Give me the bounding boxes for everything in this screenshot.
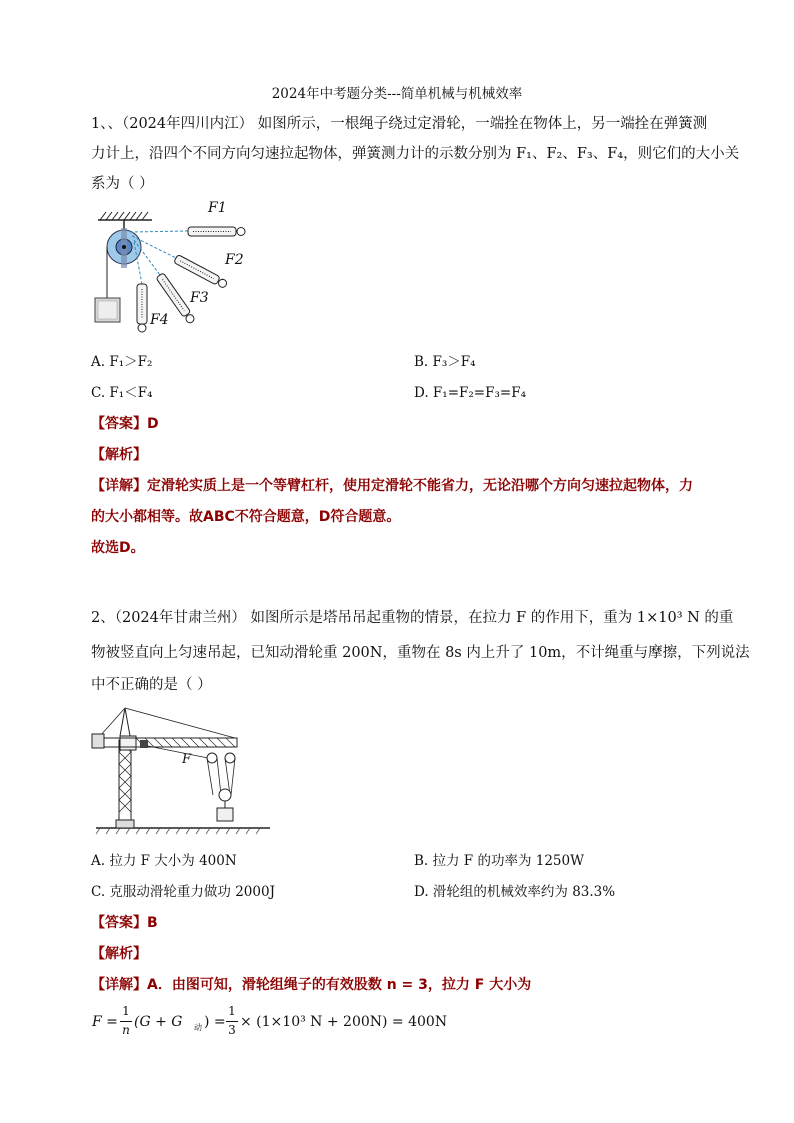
q2-crane-figure	[90, 700, 275, 840]
q2-stem-line1-text: 2、（2024年甘肃兰州） 如图所示是塔吊吊起重物的情景，在拉力 F 的作用下，重为	[91, 610, 633, 626]
q1-answer: 【答案】D	[91, 416, 159, 432]
q1-stem-line3: 系为（ ）	[91, 176, 154, 192]
q2-stem-line1-tail: 的重	[704, 610, 734, 626]
q2-formula	[92, 1002, 448, 1042]
q2-option-b[interactable]: B. 拉力 F 的功率为 1250W	[414, 853, 584, 869]
formula-frac1-num: 1	[122, 1004, 130, 1018]
q1-option-d[interactable]: D. F₁=F₂=F₃=F₄	[414, 385, 526, 401]
q2-stem-line3: 中不正确的是（ ）	[91, 677, 212, 693]
formula-frac1-den: n	[122, 1023, 130, 1037]
page-title: 2024年中考题分类---简单机械与机械效率	[271, 86, 523, 102]
q2-weight-value: 1×10³ N	[636, 610, 700, 626]
q1-detail-line2: 的大小都相等。故ABC不符合题意，D符合题意。	[91, 509, 401, 525]
q1-option-c[interactable]: C. F₁＜F₄	[91, 385, 153, 401]
q2-detail-line1	[91, 975, 531, 995]
q2-stem-line1	[91, 608, 733, 628]
formula-mid2: ) =	[204, 1014, 226, 1030]
q1-analysis-label: 【解析】	[91, 447, 147, 463]
q2-stem-line2: 物被竖直向上匀速吊起，已知动滑轮重 200N，重物在 8s 内上升了 10m，不计绳重与摩擦，下列说法	[91, 645, 750, 661]
q1-detail-line1: 【详解】定滑轮实质上是一个等臂杠杆，使用定滑轮不能省力，无论沿哪个方向匀速拉起物体，力	[91, 478, 693, 494]
q1-conclusion: 故选D。	[91, 540, 145, 556]
formula-sub: 动	[194, 1023, 202, 1032]
q2-option-a[interactable]: A. 拉力 F 大小为 400N	[91, 853, 237, 869]
formula-frac2-num: 1	[228, 1004, 236, 1018]
q1-stem-line1: 1、、（2024年四川内江） 如图所示，一根绳子绕过定滑轮，一端拴在物体上，另一端拴在弹簧测	[91, 116, 708, 132]
q1-label-F2: F2	[225, 252, 244, 268]
formula-lhs: F =	[92, 1014, 118, 1030]
formula-rhs: × (1×10³ N + 200N) = 400N	[240, 1014, 448, 1030]
q1-option-a[interactable]: A. F₁＞F₂	[91, 354, 153, 370]
q1-option-b[interactable]: B. F₃＞F₄	[414, 354, 476, 370]
q2-option-c[interactable]: C. 克服动滑轮重力做功 2000J	[91, 884, 275, 900]
formula-mid: (G + G	[134, 1014, 183, 1030]
q2-answer: 【答案】B	[91, 915, 158, 931]
q1-label-F3: F3	[190, 290, 209, 306]
q1-label-F1: F1	[208, 200, 227, 216]
q2-detail-text: 【详解】A．由图可知，滑轮组绳子的有效股数 n = 3，拉力 F 大小为	[91, 977, 532, 993]
q2-option-d[interactable]: D. 滑轮组的机械效率约为 83.3%	[414, 884, 616, 900]
q2-label-F: F	[182, 752, 192, 767]
q1-label-F4: F4	[150, 312, 169, 328]
q2-analysis-label: 【解析】	[91, 946, 147, 962]
q1-stem-line2: 力计上，沿四个不同方向匀速拉起物体，弹簧测力计的示数分别为 F₁、F₂、F₃、F₄，则它们的大小关	[91, 146, 740, 162]
formula-frac2-den: 3	[228, 1023, 236, 1037]
